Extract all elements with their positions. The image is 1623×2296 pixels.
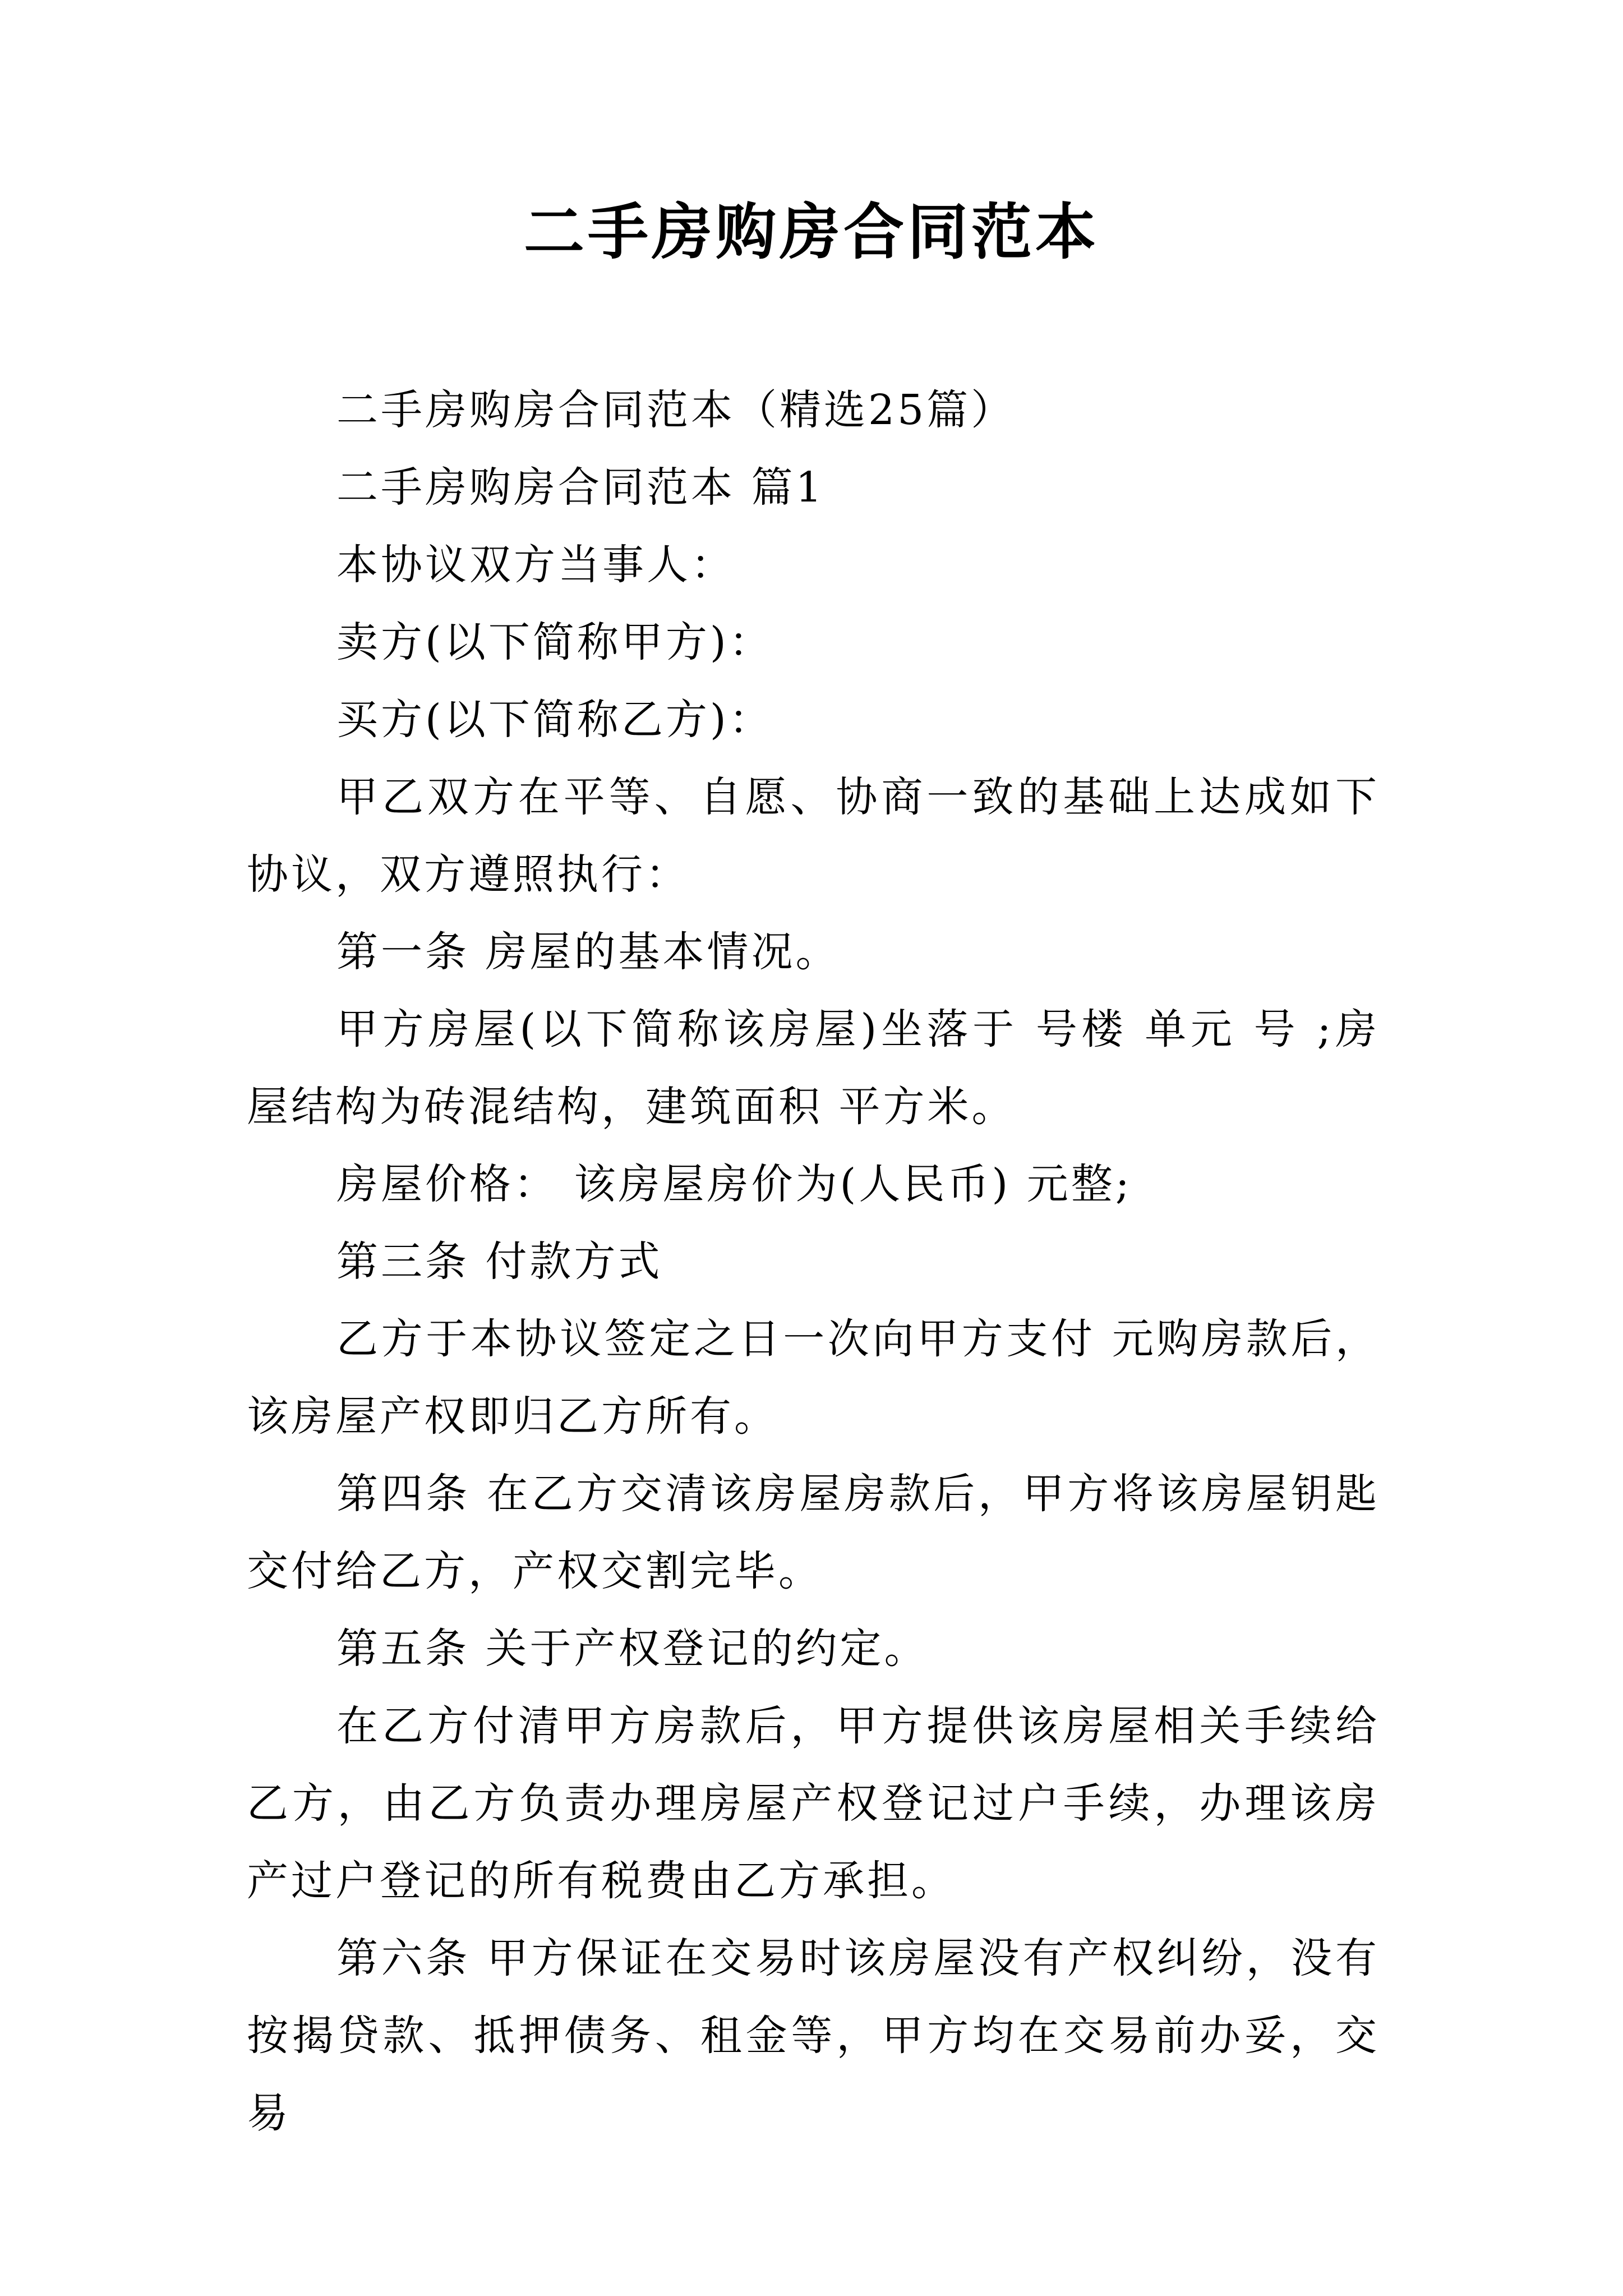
document-title: 二手房购房合同范本 [523,197,1099,268]
paragraph-payment: 乙方于本协议签定之日一次向甲方支付 元购房款后，该房屋产权即归乙方所有。 [247,1315,1380,1441]
paragraph-article-5: 第五条 关于产权登记的约定。 [336,1625,929,1673]
paragraph-price: 房屋价格： 该房屋房价为(人民币) 元整; [336,1160,1132,1208]
paragraph-agreement-preamble: 甲乙双方在平等、自愿、协商一致的基础上达成如下协议，双方遵照执行： [247,773,1380,899]
paragraph-subtitle: 二手房购房合同范本（精选25篇） [336,386,1016,434]
paragraph-article-4: 第四条 在乙方交清该房屋房款后，甲方将该房屋钥匙交付给乙方，产权交割完毕。 [247,1470,1380,1595]
paragraph-buyer: 买方(以下简称乙方)： [336,696,773,744]
paragraph-article-6: 第六条 甲方保证在交易时该房屋没有产权纠纷，没有按揭贷款、抵押债务、租金等，甲方均在交易前办妥，交易 [247,1934,1380,2137]
document-body [247,371,1380,2152]
paragraph-seller: 卖方(以下简称甲方)： [336,618,773,666]
paragraph-property-location: 甲方房屋(以下简称该房屋)坐落于 号楼 单元 号 ;房屋结构为砖混结构，建筑面积 平方米。 [247,1005,1380,1131]
paragraph-section-heading: 二手房购房合同范本 篇1 [336,463,825,512]
paragraph-article-3: 第三条 付款方式 [336,1237,663,1286]
paragraph-parties-intro: 本协议双方当事人： [336,541,735,589]
paragraph-article-1: 第一条 房屋的基本情况。 [336,928,840,976]
paragraph-registration: 在乙方付清甲方房款后，甲方提供该房屋相关手续给乙方，由乙方负责办理房屋产权登记过户手续，办理该房产过户登记的所有税费由乙方承担。 [247,1702,1380,1905]
